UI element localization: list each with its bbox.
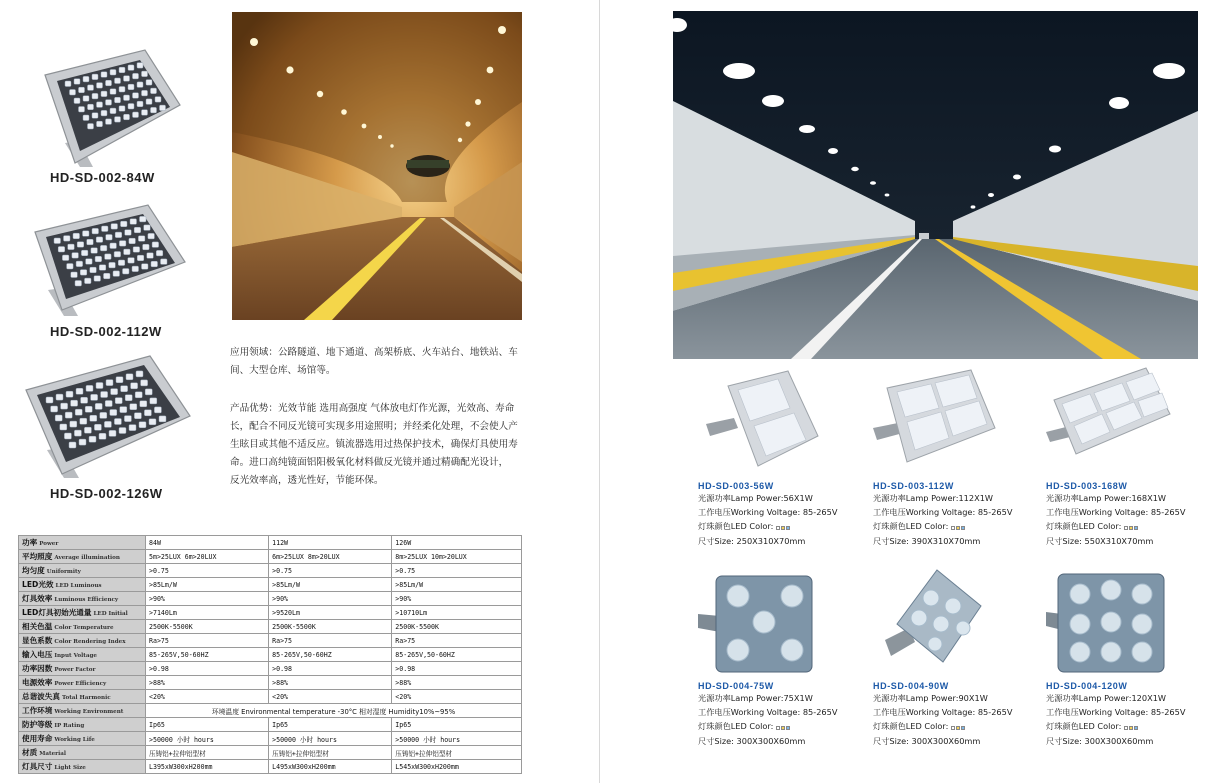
- floodlight-003-168w-image: [1046, 366, 1186, 476]
- led-color-swatches: [776, 520, 791, 534]
- product-led-color: [698, 719, 858, 734]
- spec-row-header: [19, 578, 146, 592]
- led-color-label: 灯珠颜色LED Color:: [1046, 521, 1122, 531]
- advantage-line-5: 反光效率高，透光性好，节能环保。: [230, 475, 384, 486]
- swatch-yellow: [956, 526, 960, 530]
- spec-value: >88%: [146, 676, 269, 690]
- spec-value: >9520Lm: [269, 606, 392, 620]
- swatch-blue: [1134, 526, 1138, 530]
- product-model: HD-SD-003-56W: [698, 481, 774, 491]
- spec-value: Ra>75: [269, 634, 392, 648]
- spec-label-cn: 显色系数: [22, 636, 53, 645]
- spec-row: [19, 676, 522, 690]
- spec-label-en: Uniformity: [46, 569, 81, 575]
- spec-row: [19, 606, 522, 620]
- spec-label-en: Total Harmonic: [61, 695, 111, 701]
- spec-value: >0.98: [146, 662, 269, 676]
- led-color-swatches: [951, 520, 966, 534]
- product-power: 光源功率Lamp Power:75X1W: [698, 693, 813, 703]
- spec-value: >88%: [269, 676, 392, 690]
- spec-label-en: Material: [39, 751, 66, 757]
- spec-value: 5m>25LUX 6m>20LUX: [146, 550, 269, 564]
- spec-value: >90%: [269, 592, 392, 606]
- spec-label-en: Power Factor: [54, 667, 96, 673]
- floodlight-004-120w-image: [1046, 566, 1186, 676]
- spec-value: L545xW300xH200mm: [392, 760, 522, 774]
- spec-value: >50000 小时 hours: [269, 732, 392, 746]
- spec-label-cn: 功率: [22, 538, 38, 547]
- spec-row-header: [19, 690, 146, 704]
- spec-row: [19, 536, 522, 550]
- spec-row: [19, 564, 522, 578]
- spec-value: >90%: [146, 592, 269, 606]
- fixture-126w-label: HD-SD-002-126W: [50, 486, 163, 501]
- spec-row-header: [19, 592, 146, 606]
- spec-label-cn: 工作环境: [22, 706, 53, 715]
- spec-row-header: [19, 746, 146, 760]
- spec-label-en: IP Rating: [54, 723, 85, 729]
- spec-label-en: Power Efficiency: [54, 681, 107, 687]
- spec-label-cn: 使用寿命: [22, 734, 53, 743]
- swatch-blue: [961, 726, 965, 730]
- application-line-1: 应用领域：公路隧道、地下通道、高架桥底、火车站台、地铁站、车: [230, 347, 518, 358]
- spec-value: >0.98: [269, 662, 392, 676]
- swatch-white: [951, 726, 955, 730]
- spec-row: [19, 662, 522, 676]
- product-model: HD-SD-004-75W: [698, 681, 774, 691]
- product-voltage: 工作电压Working Voltage: 85-265V: [873, 707, 1013, 717]
- spec-row: [19, 550, 522, 564]
- spec-value: >0.98: [392, 662, 522, 676]
- led-color-swatches: [951, 720, 966, 734]
- spec-row: [19, 578, 522, 592]
- spec-row-header: [19, 536, 146, 550]
- spec-value: >0.75: [269, 564, 392, 578]
- advantage-description: [230, 400, 530, 490]
- floodlight-004-75w-image: [698, 566, 838, 676]
- spec-value: >7140Lm: [146, 606, 269, 620]
- spec-value: Ip65: [146, 718, 269, 732]
- spec-value: Ip65: [392, 718, 522, 732]
- spec-label-cn: 灯具效率: [22, 594, 53, 603]
- spec-table: [18, 535, 522, 774]
- spec-value: 2500K-5500K: [146, 620, 269, 634]
- spec-row: [19, 704, 522, 718]
- product-voltage: 工作电压Working Voltage: 85-265V: [1046, 507, 1186, 517]
- spec-row-header: [19, 760, 146, 774]
- swatch-white: [776, 726, 780, 730]
- swatch-yellow: [1129, 526, 1133, 530]
- product-size: 尺寸Size: 300X300X60mm: [873, 735, 981, 746]
- cool-tunnel-photo: [673, 11, 1198, 359]
- spec-value: Ip65: [269, 718, 392, 732]
- swatch-yellow: [781, 526, 785, 530]
- page-divider: [599, 0, 600, 783]
- product-size: 尺寸Size: 300X300X60mm: [1046, 735, 1154, 746]
- spec-value: 环境温度 Environmental temperature -30°C 相对湿度 Humidity10%~95%: [146, 704, 522, 718]
- swatch-white: [1124, 726, 1128, 730]
- spec-value: >90%: [392, 592, 522, 606]
- spec-label-cn: 平均照度: [22, 552, 53, 561]
- spec-label-en: Working Life: [54, 737, 95, 743]
- spec-value: 8m>25LUX 10m>20LUX: [392, 550, 522, 564]
- floodlight-004-90w-image: [873, 566, 1013, 676]
- spec-row-header: [19, 704, 146, 718]
- spec-value: 85-265V,50-60HZ: [392, 648, 522, 662]
- spec-label-en: LED Initial: [93, 611, 128, 617]
- floodlight-84w-image: [35, 45, 185, 167]
- product-voltage: 工作电压Working Voltage: 85-265V: [1046, 707, 1186, 717]
- led-color-label: 灯珠颜色LED Color:: [698, 521, 774, 531]
- swatch-blue: [1134, 726, 1138, 730]
- product-power: 光源功率Lamp Power:56X1W: [698, 493, 813, 503]
- spec-label-cn: LED光效: [22, 580, 54, 589]
- spec-label-en: Color Rendering Index: [54, 639, 126, 645]
- product-power: 光源功率Lamp Power:90X1W: [873, 693, 988, 703]
- led-color-label: 灯珠颜色LED Color:: [698, 721, 774, 731]
- led-color-label: 灯珠颜色LED Color:: [873, 721, 949, 731]
- spec-row: [19, 648, 522, 662]
- spec-label-en: Input Voltage: [54, 653, 97, 659]
- spec-label-en: Working Environment: [54, 709, 124, 715]
- product-power: 光源功率Lamp Power:112X1W: [873, 493, 994, 503]
- fixture-84w-label: HD-SD-002-84W: [50, 170, 155, 185]
- swatch-yellow: [781, 726, 785, 730]
- product-power: 光源功率Lamp Power:120X1W: [1046, 693, 1167, 703]
- spec-row-header: [19, 564, 146, 578]
- spec-value: >0.75: [392, 564, 522, 578]
- spec-row-header: [19, 676, 146, 690]
- spec-value: >0.75: [146, 564, 269, 578]
- led-color-swatches: [1124, 520, 1139, 534]
- product-led-color: [1046, 719, 1206, 734]
- swatch-yellow: [956, 726, 960, 730]
- spec-value: >50000 小时 hours: [146, 732, 269, 746]
- spec-label-cn: 材质: [22, 748, 38, 757]
- product-voltage: 工作电压Working Voltage: 85-265V: [698, 707, 838, 717]
- product-size: 尺寸Size: 390X310X70mm: [873, 535, 981, 546]
- spec-row-header: [19, 634, 146, 648]
- spec-row-header: [19, 620, 146, 634]
- spec-row-header: [19, 718, 146, 732]
- spec-label-en: Average illumination: [54, 555, 120, 561]
- spec-row: [19, 718, 522, 732]
- spec-value: <20%: [146, 690, 269, 704]
- spec-row: [19, 690, 522, 704]
- spec-value: Ra>75: [146, 634, 269, 648]
- led-color-label: 灯珠颜色LED Color:: [1046, 721, 1122, 731]
- spec-value: >85Lm/W: [392, 578, 522, 592]
- product-voltage: 工作电压Working Voltage: 85-265V: [698, 507, 838, 517]
- application-description: [230, 344, 530, 380]
- spec-row-header: [19, 606, 146, 620]
- floodlight-003-56w-image: [698, 366, 838, 476]
- floodlight-126w-image: [22, 350, 194, 480]
- spec-value: L395xW300xH200mm: [146, 760, 269, 774]
- advantage-line-1: 产品优势：光效节能 选用高强度 气体放电灯作光源，光效高、寿命: [230, 403, 515, 414]
- spec-label-en: Light Size: [54, 765, 86, 771]
- spec-value: Ra>75: [392, 634, 522, 648]
- spec-label-cn: 相关色温: [22, 622, 53, 631]
- product-model: HD-SD-004-90W: [873, 681, 949, 691]
- spec-value: 2500K-5500K: [392, 620, 522, 634]
- product-card-004-120w: [1046, 566, 1206, 748]
- spec-label-cn: 总谐波失真: [22, 692, 60, 701]
- spec-row: [19, 732, 522, 746]
- product-size: 尺寸Size: 250X310X70mm: [698, 535, 806, 546]
- swatch-white: [951, 526, 955, 530]
- product-voltage: 工作电压Working Voltage: 85-265V: [873, 507, 1013, 517]
- spec-row: [19, 620, 522, 634]
- led-color-swatches: [776, 720, 791, 734]
- spec-label-en: Power: [39, 541, 59, 547]
- spec-value: >88%: [392, 676, 522, 690]
- spec-value: 112W: [269, 536, 392, 550]
- spec-value: 压铸铝+拉伸铝型材: [146, 746, 269, 760]
- spec-label-en: Color Temperature: [54, 625, 114, 631]
- spec-label-cn: 防护等级: [22, 720, 53, 729]
- floodlight-003-112w-image: [873, 366, 1013, 476]
- spec-label-cn: LED灯具初始光通量: [22, 608, 92, 617]
- product-led-color: [873, 519, 1033, 534]
- spec-row: [19, 746, 522, 760]
- application-line-2: 间、大型仓库、场馆等。: [230, 365, 336, 376]
- product-model: HD-SD-003-112W: [873, 481, 954, 491]
- advantage-line-4: 命。进口高纯镜面铝阳极氧化材料做反光镜并通过精确配光设计，: [230, 457, 509, 468]
- spec-row: [19, 760, 522, 774]
- product-card-003-168w: [1046, 366, 1206, 548]
- product-led-color: [873, 719, 1033, 734]
- swatch-blue: [786, 726, 790, 730]
- product-model: HD-SD-004-120W: [1046, 681, 1128, 691]
- product-power: 光源功率Lamp Power:168X1W: [1046, 493, 1167, 503]
- spec-label-cn: 灯具尺寸: [22, 762, 53, 771]
- spec-value: 84W: [146, 536, 269, 550]
- fixture-112w-label: HD-SD-002-112W: [50, 324, 162, 339]
- product-size: 尺寸Size: 550X310X70mm: [1046, 535, 1154, 546]
- swatch-blue: [786, 526, 790, 530]
- spec-label-cn: 输入电压: [22, 650, 53, 659]
- spec-row-header: [19, 550, 146, 564]
- spec-row-header: [19, 732, 146, 746]
- spec-value: >85Lm/W: [269, 578, 392, 592]
- spec-value: >85Lm/W: [146, 578, 269, 592]
- spec-value: 6m>25LUX 8m>20LUX: [269, 550, 392, 564]
- product-model: HD-SD-003-168W: [1046, 481, 1128, 491]
- product-led-color: [698, 519, 858, 534]
- spec-value: >10710Lm: [392, 606, 522, 620]
- spec-label-cn: 功率因数: [22, 664, 53, 673]
- spec-value: 压铸铝+拉伸铝型材: [392, 746, 522, 760]
- spec-label-en: Luminous Efficiency: [54, 597, 119, 603]
- product-card-004-90w: [873, 566, 1033, 748]
- spec-row-header: [19, 648, 146, 662]
- spec-value: 85-265V,50-60HZ: [146, 648, 269, 662]
- swatch-yellow: [1129, 726, 1133, 730]
- spec-row-header: [19, 662, 146, 676]
- product-card-003-56w: [698, 366, 858, 548]
- product-card-004-75w: [698, 566, 858, 748]
- warm-tunnel-photo: [232, 12, 522, 320]
- spec-value: 126W: [392, 536, 522, 550]
- product-card-003-112w: [873, 366, 1033, 548]
- spec-value: 压铸铝+拉伸铝型材: [269, 746, 392, 760]
- spec-label-cn: 电源效率: [22, 678, 53, 687]
- swatch-white: [1124, 526, 1128, 530]
- led-color-label: 灯珠颜色LED Color:: [873, 521, 949, 531]
- floodlight-112w-image: [30, 200, 190, 318]
- spec-value: <20%: [392, 690, 522, 704]
- led-color-swatches: [1124, 720, 1139, 734]
- spec-value: >50000 小时 hours: [392, 732, 522, 746]
- spec-value: 2500K-5500K: [269, 620, 392, 634]
- advantage-line-2: 长，配合不同反光镜可实现多用途照明；并经柔化处理，不会使人产: [230, 421, 518, 432]
- spec-value: <20%: [269, 690, 392, 704]
- spec-label-en: LED Luminous: [55, 583, 102, 589]
- advantage-line-3: 生眩目或其他不适反应。镇流器选用过热保护技术，确保灯具使用寿: [230, 439, 518, 450]
- product-led-color: [1046, 519, 1206, 534]
- spec-row: [19, 634, 522, 648]
- spec-row: [19, 592, 522, 606]
- swatch-blue: [961, 526, 965, 530]
- spec-label-cn: 均匀度: [22, 566, 45, 575]
- spec-value: 85-265V,50-60HZ: [269, 648, 392, 662]
- product-size: 尺寸Size: 300X300X60mm: [698, 735, 806, 746]
- swatch-white: [776, 526, 780, 530]
- spec-value: L495xW300xH200mm: [269, 760, 392, 774]
